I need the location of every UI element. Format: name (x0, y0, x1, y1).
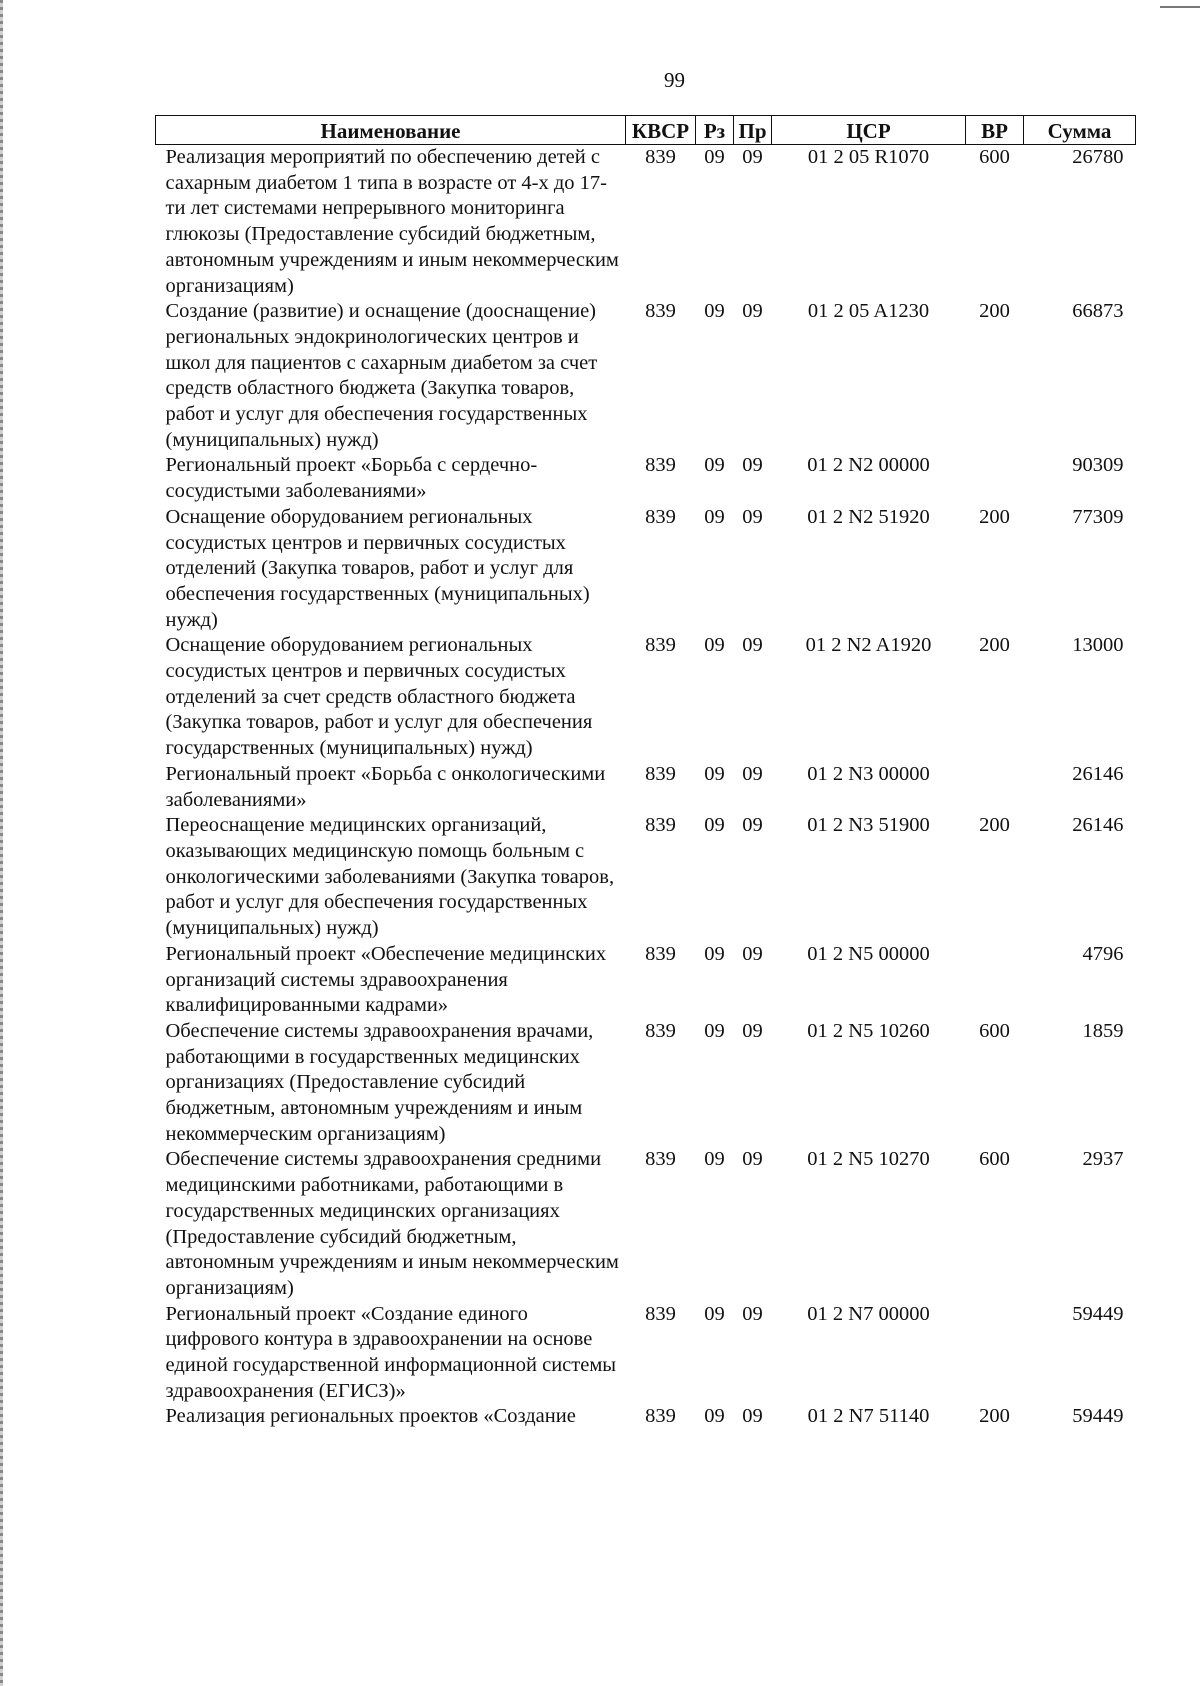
row-kvsr: 839 (645, 1405, 676, 1428)
row-vr (966, 1302, 1024, 1405)
row-csr: 01 2 N3 51900 (807, 814, 930, 837)
row-name: Обеспечение системы здравоохранения врачами, работающими в государственных медицинских организациях (Предоставление субсидий бюджетным, автономным учреждениям и иным некоммерческим организациям) (165, 1019, 594, 1145)
table-row (156, 813, 1136, 942)
row-name: Региональный проект «Борьба с сердечно-сосудистыми заболеваниями» (165, 454, 538, 503)
header-csr: ЦСР (772, 116, 966, 145)
row-sum: 13000 (1072, 634, 1124, 657)
row-rz: 09 (704, 1148, 725, 1171)
row-pr: 09 (742, 300, 763, 323)
row-pr: 09 (742, 1302, 763, 1325)
row-kvsr: 839 (645, 942, 676, 965)
row-rz: 09 (704, 146, 725, 168)
row-csr: 01 2 N5 00000 (807, 942, 930, 965)
header-pr: Пр (734, 116, 772, 145)
table-row (156, 505, 1136, 634)
table-row (156, 299, 1136, 453)
table-row (156, 453, 1136, 504)
row-csr: 01 2 N5 10260 (807, 1019, 930, 1042)
row-vr (966, 762, 1024, 813)
row-rz: 09 (704, 1019, 725, 1042)
row-kvsr: 839 (645, 146, 676, 168)
table-row (156, 1147, 1136, 1301)
row-pr: 09 (742, 634, 763, 657)
header-kvsr: КВСР (626, 116, 696, 145)
table-row (156, 1019, 1136, 1148)
row-vr: 200 (979, 300, 1010, 323)
scan-edge-left (0, 0, 3, 1686)
header-row (156, 116, 1136, 145)
row-rz: 09 (704, 1405, 725, 1428)
row-csr: 01 2 N7 00000 (807, 1302, 930, 1325)
row-rz: 09 (704, 762, 725, 785)
budget-table (155, 115, 1136, 1430)
row-pr: 09 (742, 505, 763, 528)
row-kvsr: 839 (645, 505, 676, 528)
row-kvsr: 839 (645, 814, 676, 837)
row-rz: 09 (704, 1302, 725, 1325)
row-name: Реализация региональных проектов «Создание (165, 1405, 576, 1428)
header-rz: Рз (696, 116, 734, 145)
row-name: Реализация мероприятий по обеспечению детей с сахарным диабетом 1 типа в возрасте от 4-х до 17-ти лет системами непрерывного мониторинга глюкозы (Предоставление субсидий бюджетным, автономным учреждениям и иным некоммерческим организациям) (165, 146, 619, 297)
row-vr (966, 942, 1024, 1019)
row-kvsr: 839 (645, 454, 676, 477)
row-kvsr: 839 (645, 300, 676, 323)
row-vr: 200 (979, 1405, 1010, 1428)
row-csr: 01 2 N2 A1920 (805, 634, 932, 657)
row-csr: 01 2 05 R1070 (807, 146, 930, 168)
row-kvsr: 839 (645, 762, 676, 785)
table-row (156, 1302, 1136, 1405)
row-name: Региональный проект «Обеспечение медицинских организаций системы здравоохранения квалифицированными кадрами» (165, 942, 607, 1017)
header-sum: Сумма (1024, 116, 1136, 145)
row-pr: 09 (742, 146, 763, 168)
row-name: Переоснащение медицинских организаций, оказывающих медицинскую помощь больным с онкологическими заболеваниями (Закупка товаров, работ и услуг для обеспечения государственных (муниципальных) нужд) (165, 814, 615, 940)
header-name: Наименование (156, 116, 626, 145)
row-vr: 600 (979, 1148, 1010, 1171)
table-row (156, 1404, 1136, 1430)
row-pr: 09 (742, 1019, 763, 1042)
table-row (156, 145, 1136, 300)
row-pr: 09 (742, 1148, 763, 1171)
row-name: Региональный проект «Создание единого цифрового контура в здравоохранении на основе единой государственной информационной системы здравоохранения (ЕГИСЗ)» (165, 1302, 617, 1402)
row-pr: 09 (742, 762, 763, 785)
scan-edge-right (1160, 6, 1200, 8)
row-pr: 09 (742, 814, 763, 837)
row-csr: 01 2 N2 51920 (807, 505, 930, 528)
row-csr: 01 2 N7 51140 (807, 1405, 930, 1428)
page-number: 99 (664, 68, 685, 92)
row-sum: 26780 (1072, 146, 1124, 168)
row-kvsr: 839 (645, 1302, 676, 1325)
row-sum: 2937 (1082, 1148, 1124, 1171)
row-name: Оснащение оборудованием региональных сосудистых центров и первичных сосудистых отделений за счет средств областного бюджета (Закупка товаров, работ и услуг для обеспечения государственных (муниципальных) нужд) (165, 634, 593, 760)
row-sum: 59449 (1072, 1405, 1124, 1428)
row-name: Обеспечение системы здравоохранения средними медицинскими работниками, работающими в государственных медицинских организациях (Предоставление субсидий бюджетным, автономным учреждениям и иным некоммерческим организациям) (165, 1148, 619, 1299)
row-sum: 26146 (1072, 762, 1124, 785)
row-pr: 09 (742, 942, 763, 965)
table-row (156, 633, 1136, 762)
row-csr: 01 2 N3 00000 (807, 762, 930, 785)
row-vr: 600 (979, 146, 1010, 168)
table-body (156, 145, 1136, 1431)
row-rz: 09 (704, 634, 725, 657)
header-vr: ВР (966, 116, 1024, 145)
row-csr: 01 2 N2 00000 (807, 454, 930, 477)
row-sum: 77309 (1072, 505, 1124, 528)
row-kvsr: 839 (645, 1019, 676, 1042)
row-sum: 4796 (1082, 942, 1124, 965)
row-pr: 09 (742, 454, 763, 477)
row-sum: 26146 (1072, 814, 1124, 837)
row-name: Региональный проект «Борьба с онкологическими заболеваниями» (165, 762, 606, 811)
row-vr: 200 (979, 505, 1010, 528)
row-rz: 09 (704, 454, 725, 477)
row-kvsr: 839 (645, 634, 676, 657)
row-rz: 09 (704, 942, 725, 965)
row-sum: 59449 (1072, 1302, 1124, 1325)
row-sum: 1859 (1082, 1019, 1124, 1042)
row-vr: 200 (979, 634, 1010, 657)
row-sum: 66873 (1072, 300, 1124, 323)
row-name: Оснащение оборудованием региональных сосудистых центров и первичных сосудистых отделений (Закупка товаров, работ и услуг для обеспечения государственных (муниципальных) нужд) (165, 505, 590, 631)
row-rz: 09 (704, 505, 725, 528)
row-csr: 01 2 05 A1230 (807, 300, 930, 323)
row-rz: 09 (704, 300, 725, 323)
table-header (156, 116, 1136, 145)
table-row (156, 762, 1136, 813)
row-vr: 200 (979, 814, 1010, 837)
row-vr: 600 (979, 1019, 1010, 1042)
row-kvsr: 839 (645, 1148, 676, 1171)
row-name: Создание (развитие) и оснащение (дооснащение) региональных эндокринологических центров и школ для пациентов с сахарным диабетом за счет средств областного бюджета (Закупка товаров, работ и услуг для обеспечения государственных (муниципальных) нужд) (165, 300, 598, 451)
table-row (156, 942, 1136, 1019)
row-pr: 09 (742, 1405, 763, 1428)
row-csr: 01 2 N5 10270 (807, 1148, 930, 1171)
row-rz: 09 (704, 814, 725, 837)
row-vr (966, 453, 1024, 504)
row-sum: 90309 (1072, 454, 1124, 477)
